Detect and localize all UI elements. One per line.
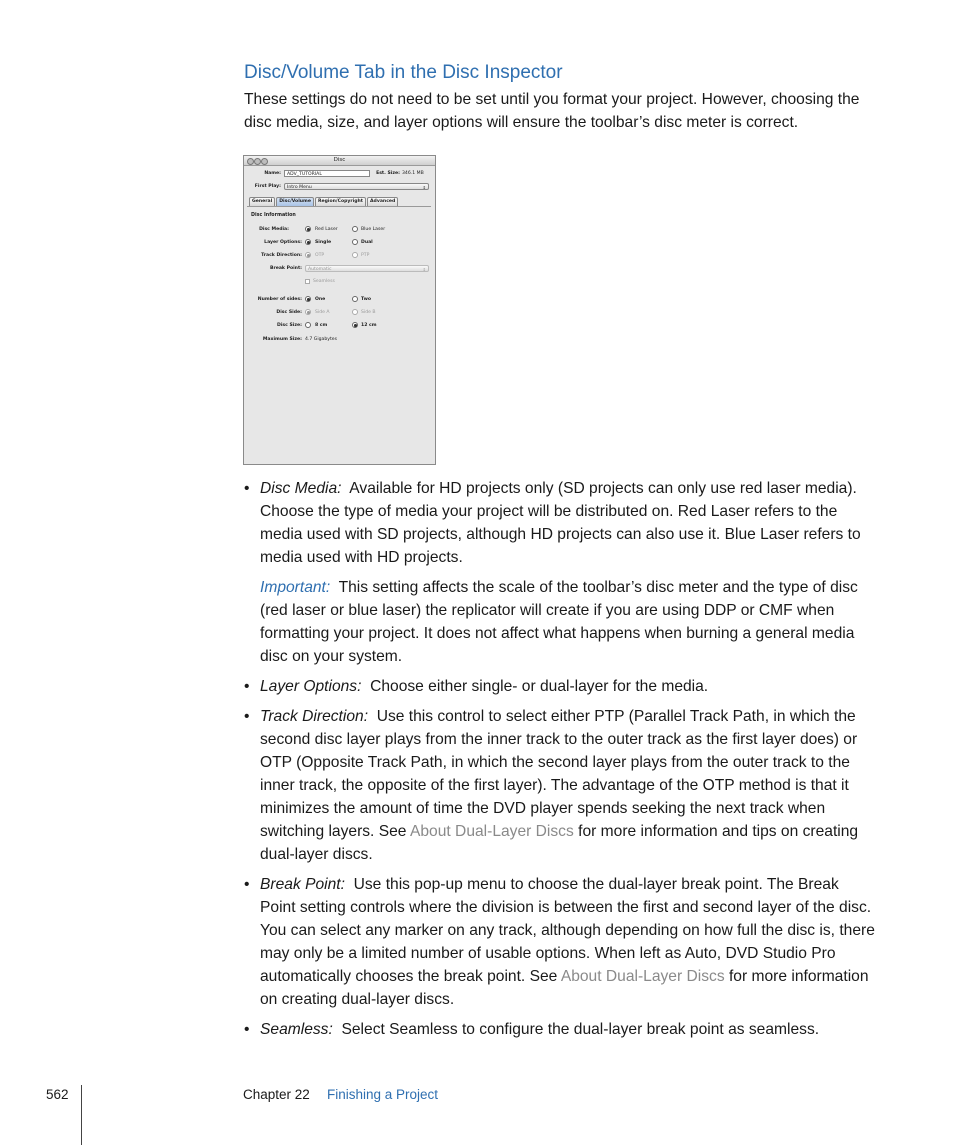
popup-arrows-icon: ⇕ [422,267,426,272]
first-play-popup[interactable] [284,183,429,190]
12cm-radio[interactable] [352,322,358,328]
about-dual-layer-discs-link[interactable]: About Dual-Layer Discs [409,823,574,840]
layer-options-label: Layer Options: [264,240,302,245]
bullet-icon: • [244,876,250,893]
name-field[interactable]: ADV_TUTORIAL [284,170,370,177]
layer-options-term: Layer Options: [260,678,362,695]
bullet-icon: • [244,480,250,497]
dual-layer-label: Dual [361,240,373,245]
list-item-disc-media [244,477,876,668]
bullet-icon: • [244,1021,250,1038]
first-play-label: First Play: [254,184,281,189]
track-direction-term: Track Direction: [260,708,369,725]
seamless-text: Select Seamless to configure the dual-layer break point as seamless. [341,1021,820,1038]
break-point-term: Break Point: [260,876,345,893]
disc-media-label: Disc Media: [259,227,289,232]
dual-layer-radio[interactable] [352,239,358,245]
one-side-label: One [315,297,326,302]
tab-general[interactable]: General [249,197,275,207]
inspector-titlebar [244,156,435,166]
important-text: This setting affects the scale of the toolbar’s disc meter and the type of disc (red laser or blue laser) the replicator will create if you are using DDP or CMF when formatting your project. It does not affect what happens when burning a general media disc on your system. [260,579,858,665]
tab-disc-volume[interactable]: Disc/Volume [276,197,314,207]
side-a-label: Side A [315,310,330,315]
section-heading: Disc/Volume Tab in the Disc Inspector [244,62,563,83]
inspector-title: Disc [333,157,346,163]
seamless-checkbox[interactable] [305,279,310,284]
break-point-label: Break Point: [269,266,302,271]
list-item-layer-options [244,675,876,698]
disc-volume-pane [247,206,431,462]
side-b-label: Side B [361,310,376,315]
layer-options-text: Choose either single- or dual-layer for the media. [370,678,709,695]
single-layer-radio[interactable] [305,239,311,245]
bullet-icon: • [244,708,250,725]
disc-information-title: Disc Information [251,213,296,218]
track-direction-label: Track Direction: [261,253,302,258]
ptp-label: PTP [361,253,370,258]
seamless-label: Seamless [313,279,335,284]
otp-label: OTP [315,253,325,258]
footer-divider [81,1085,82,1145]
track-direction-text-after: for more information and tips on creating dual-layer discs. [260,823,859,863]
blue-laser-label: Blue Laser [361,227,386,232]
important-note [260,576,876,668]
maximum-size-value: 4.7 Gigabytes [305,337,337,342]
8cm-label: 8 cm [315,323,328,328]
name-label: Name: [264,171,281,176]
popup-arrows-icon: ⇕ [422,185,426,190]
tab-region-copyright[interactable]: Region/Copyright [315,197,366,207]
break-point-text-after: for more information on creating dual-layer discs. [260,968,869,1008]
bullet-icon: • [244,678,250,695]
blue-laser-radio[interactable] [352,226,358,232]
est-size-label: Est. Size: [376,171,400,176]
disc-media-term: Disc Media: [260,480,342,497]
ptp-radio[interactable] [352,252,358,258]
list-item-track-direction [244,705,876,866]
chapter-title-link[interactable]: Finishing a Project [327,1087,439,1102]
page-number: 562 [46,1087,69,1102]
break-point-text: Use this pop-up menu to choose the dual-layer break point. The Break Point setting controls where the division is between the first and second layer of the disc. You can select any marker on any track, although depending on how full the disc is, there may only be a limited number of usable options. When left as Auto, DVD Studio Pro automatically chooses the break point. See [260,876,875,985]
first-play-value: Intro Menu [287,185,312,190]
side-a-radio[interactable] [305,309,311,315]
12cm-label: 12 cm [361,323,377,328]
number-of-sides-label: Number of sides: [257,297,302,302]
disc-size-label: Disc Size: [277,323,302,328]
disc-side-label: Disc Side: [276,310,302,315]
maximum-size-label: Maximum Size: [262,337,302,342]
single-layer-label: Single [315,240,332,245]
list-item-break-point [244,873,876,1011]
settings-list [244,477,876,1048]
red-laser-radio[interactable] [305,226,311,232]
8cm-radio[interactable] [305,322,311,328]
one-side-radio[interactable] [305,296,311,302]
side-b-radio[interactable] [352,309,358,315]
two-sides-label: Two [361,297,372,302]
track-direction-text: Use this control to select either PTP (Parallel Track Path, in which the second disc layer plays from the inner track to the outer track as the first layer does) or OTP (Opposite Track Path, in which the second layer plays from the outer track to the inner track, the opposite of the first layer). The advantage of the OTP method is that it minimizes the amount of time the DVD player spends seeking the next track when switching layers. See [260,708,858,840]
about-dual-layer-discs-link[interactable]: About Dual-Layer Discs [560,968,725,985]
est-size-value: 346.1 MB [402,171,424,176]
red-laser-label: Red Laser [315,227,338,232]
otp-radio[interactable] [305,252,311,258]
seamless-term: Seamless: [260,1021,333,1038]
break-point-popup[interactable] [305,265,429,272]
break-point-value: Automatic [308,267,332,272]
intro-paragraph: These settings do not need to be set until you format your project. However, choosing the disc media, size, and layer options will ensure the toolbar’s disc meter is correct. [244,91,860,131]
disc-media-text: Available for HD projects only (SD projects can only use red laser media). Choose the type of media your project will be distributed on. Red Laser refers to the media used with SD projects, although HD projects can also use it. Blue Laser refers to media used with HD projects. [260,480,861,566]
chapter-label: Chapter 22 [243,1087,310,1102]
list-item-seamless [244,1018,876,1041]
tab-advanced[interactable]: Advanced [367,197,398,207]
important-label: Important: [260,579,331,596]
two-sides-radio[interactable] [352,296,358,302]
disc-inspector-screenshot [243,155,436,465]
